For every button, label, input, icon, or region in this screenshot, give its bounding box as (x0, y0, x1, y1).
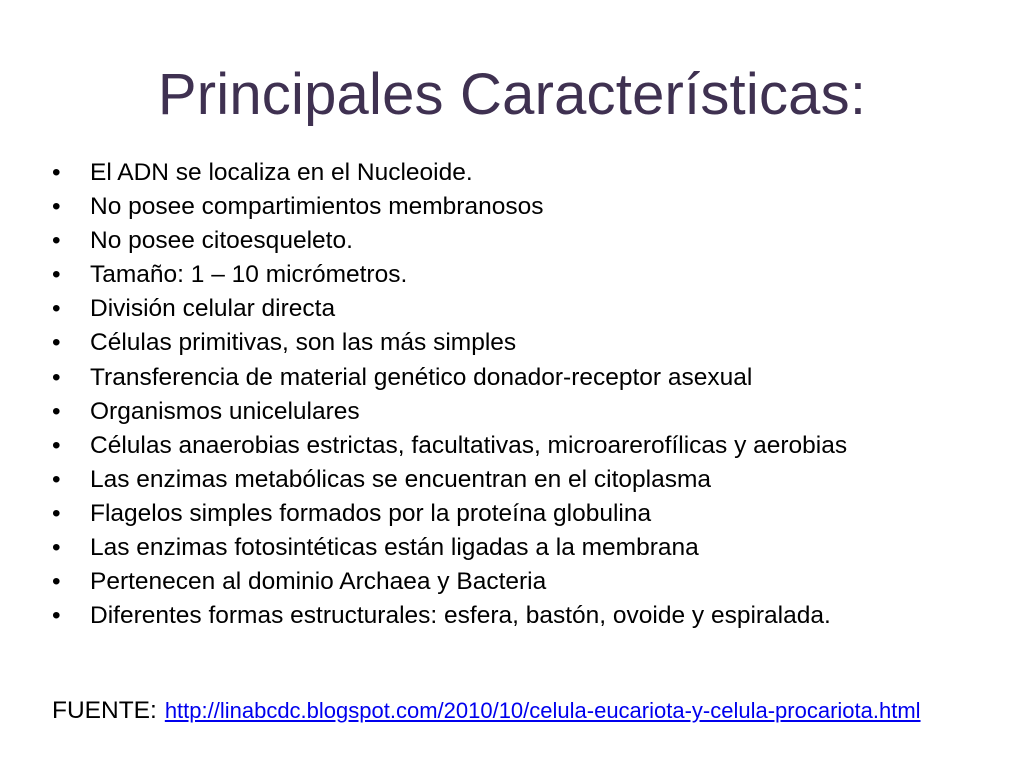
bullet-item (52, 467, 972, 493)
bullet-text: Células anaerobias estrictas, facultativas, microarerofílicas y aerobias (90, 431, 848, 459)
bullet-text: Organismos unicelulares (90, 397, 360, 425)
bullet-text: El ADN se localiza en el Nucleoide. (90, 159, 473, 186)
source-label: FUENTE: (52, 697, 157, 724)
bullet-glyph: • (52, 329, 61, 357)
bullet-glyph: • (52, 499, 61, 527)
bullet-glyph: • (52, 431, 61, 459)
bullet-item (52, 365, 972, 391)
bullet-text: No posee compartimientos membranosos (90, 193, 544, 221)
bullet-glyph: • (52, 159, 61, 186)
source-line (52, 697, 921, 725)
bullet-item (52, 569, 972, 595)
bullet-text: No posee citoesqueleto. (90, 227, 353, 255)
bullet-item (52, 330, 972, 356)
bullet-item (52, 194, 972, 220)
bullet-text: División celular directa (90, 295, 336, 323)
bullet-glyph: • (52, 602, 61, 630)
bullet-item (52, 228, 972, 254)
bullet-text: Transferencia de material genético donador-receptor asexual (90, 363, 753, 391)
bullet-glyph: • (52, 534, 61, 562)
bullet-item (52, 262, 972, 288)
bullet-text: Las enzimas metabólicas se encuentran en el citoplasma (90, 465, 712, 493)
bullet-glyph: • (52, 363, 61, 391)
bullet-item (52, 399, 972, 425)
bullet-item (52, 296, 972, 322)
bullet-text: Las enzimas fotosintéticas están ligadas a la membrana (90, 534, 699, 562)
bullet-text: Células primitivas, son las más simples (90, 329, 517, 357)
bullet-glyph: • (52, 568, 61, 596)
bullet-glyph: • (52, 227, 61, 255)
bullet-item (52, 433, 972, 459)
bullet-glyph: • (52, 261, 61, 289)
bullet-list (52, 160, 972, 637)
bullet-text: Tamaño: 1 – 10 micrómetros. (90, 261, 408, 289)
slide-title: Principales Características: (157, 62, 867, 127)
bullet-glyph: • (52, 295, 61, 323)
bullet-text: Flagelos simples formados por la proteína globulina (90, 499, 652, 527)
source-link[interactable]: http://linabcdc.blogspot.com/2010/10/celula-eucariota-y-celula-procariota.html (164, 698, 921, 723)
bullet-glyph: • (52, 193, 61, 221)
bullet-item (52, 535, 972, 561)
bullet-item (52, 160, 972, 186)
bullet-glyph: • (52, 397, 61, 425)
bullet-glyph: • (52, 465, 61, 493)
bullet-item (52, 603, 972, 629)
bullet-text: Diferentes formas estructurales: esfera, bastón, ovoide y espiralada. (90, 602, 831, 630)
bullet-item (52, 501, 972, 527)
bullet-text: Pertenecen al dominio Archaea y Bacteria (90, 568, 547, 596)
